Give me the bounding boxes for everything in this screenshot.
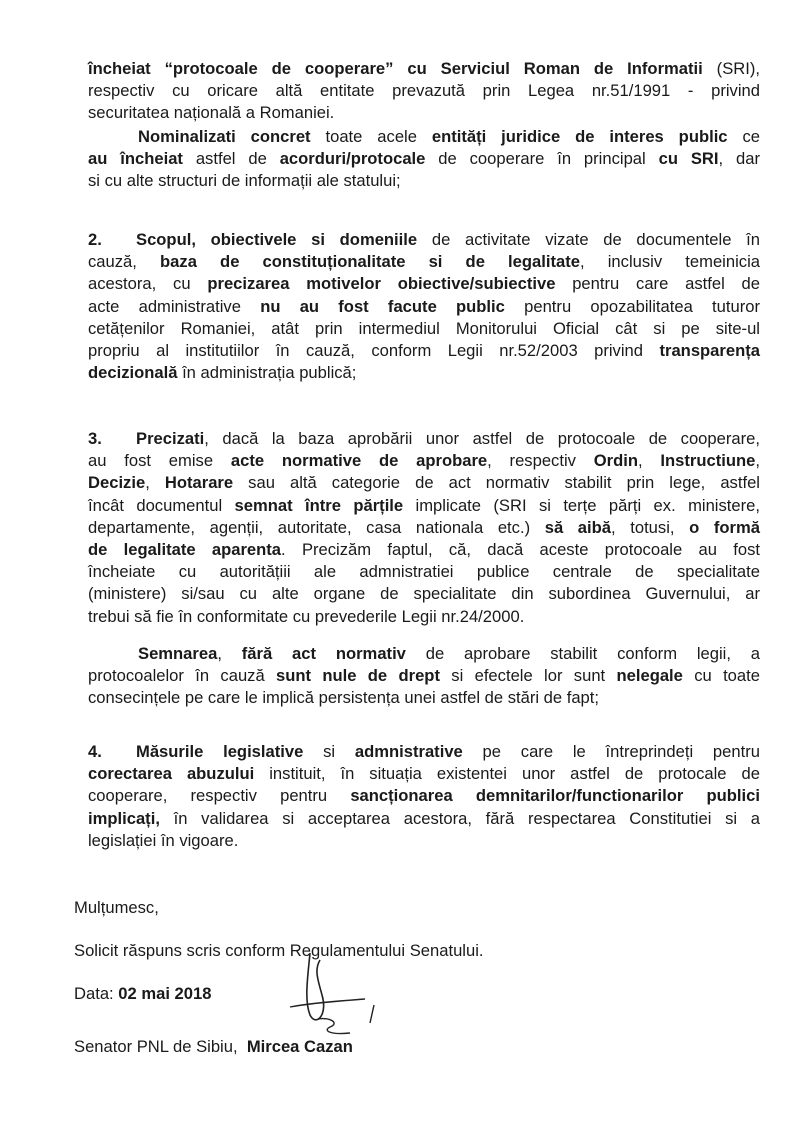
text-line: [88, 102, 760, 124]
text-line: [88, 362, 760, 384]
text-run: de cooperare în principal: [425, 149, 659, 169]
text-run: cooperare, respectiv pentru: [88, 786, 351, 806]
bold-text: Măsurile legislative: [136, 742, 304, 761]
handwritten-signature: [270, 945, 400, 1045]
point-number: 2.: [88, 230, 102, 249]
bold-text: Semnarea: [138, 644, 218, 663]
bold-text: acorduri/protocale: [279, 149, 426, 169]
date-value: 02 mai 2018: [118, 984, 212, 1003]
point-number: 3.: [88, 429, 102, 448]
text-run: , dacă la baza aprobării unor astfel de protocoale de cooperare,: [204, 429, 760, 448]
bold-text: precizarea motivelor obiective/subiective: [207, 274, 556, 294]
bold-text: implicați,: [88, 808, 160, 828]
text-line: [88, 428, 760, 450]
text-line: [88, 450, 760, 472]
bold-text: admnistrative: [354, 742, 463, 761]
bold-text: o formă: [689, 517, 760, 537]
text-run: (SRI),: [702, 59, 760, 78]
text-line: [88, 296, 760, 318]
point-number: 4.: [88, 742, 102, 761]
text-run: (ministere) si/sau cu alte organe de specialitate din subordinea Guvernului, ar: [88, 584, 760, 604]
text-run: acte administrative: [88, 296, 261, 316]
text-line: [88, 495, 760, 517]
text-run: , totusi,: [611, 517, 690, 537]
paragraph-semnarea: [88, 643, 760, 710]
text-run: , inclusiv temeinicia: [580, 252, 760, 272]
bold-text: fără act normativ: [241, 644, 406, 663]
senator-name: Mircea Cazan: [246, 1037, 353, 1056]
bold-text: Decizie: [88, 473, 146, 493]
text-run: , dar: [718, 149, 760, 169]
text-run: încât documentul: [88, 495, 235, 515]
bold-text: corectarea abuzului: [88, 764, 255, 784]
text-line: [88, 229, 760, 251]
bold-text: să aibă: [544, 517, 611, 537]
bold-text: Nominalizati concret: [138, 127, 311, 146]
text-line: [88, 472, 760, 494]
text-run: astfel de: [182, 149, 280, 169]
bold-text: Hotarare: [164, 473, 234, 493]
text-line: [88, 741, 760, 763]
point-4: [88, 741, 760, 852]
bold-text: Ordin: [593, 451, 638, 471]
text-run: toate acele: [310, 127, 432, 146]
text-line: [88, 687, 760, 709]
text-line: [88, 785, 760, 807]
text-run: cetățenilor Romaniei, atât prin intermediul Monitorului Oficial cât si pe site-ul: [88, 318, 760, 338]
bold-text: cu SRI: [658, 149, 719, 169]
text-run: pe care le întreprindeți pentru: [462, 742, 760, 761]
text-line: [88, 148, 760, 170]
point-2: [88, 229, 760, 384]
bold-text: Instructiune: [660, 451, 756, 471]
text-run: protocoalelor în cauză: [88, 666, 277, 686]
text-run: încheiate cu autoritățiii ale admnistratiei publice centrale de specialitate: [88, 562, 760, 582]
paragraph-nominalizati: [88, 126, 760, 193]
bold-text: baza de constituționalitate si de legalitate: [160, 252, 580, 272]
text-run: ,: [638, 451, 661, 471]
text-run: sau altă categorie de act normativ stabilit prin lege, astfel: [233, 473, 760, 493]
text-run: pentru care astfel de: [555, 274, 760, 294]
text-line: [88, 251, 760, 273]
text-run: securitatea națională a Romaniei.: [88, 103, 335, 123]
bold-text: acte normative de aprobare: [230, 451, 488, 471]
bold-text: încheiat “protocoale de cooperare” cu Serviciul Roman de Informatii: [88, 59, 703, 78]
closing-request: Solicit răspuns scris conform Regulamentului Senatului.: [74, 941, 484, 960]
text-run: în validarea si acceptarea acestora, fără respectarea Constitutiei si a: [159, 808, 760, 828]
text-line: [88, 340, 760, 362]
text-run: ce: [727, 127, 760, 146]
text-line: [88, 808, 760, 830]
text-run: pentru opozabilitatea tuturor: [504, 296, 760, 316]
bold-text: de legalitate aparenta: [88, 540, 282, 560]
text-run: ,: [755, 451, 760, 471]
text-run: în administrația publică;: [177, 363, 357, 383]
text-run: instituit, în situația existentei unor astfel de protocale de: [254, 764, 760, 784]
text-run: au fost emise: [88, 451, 231, 471]
text-run: ,: [145, 473, 165, 493]
text-run: legislației în vigoare.: [88, 830, 239, 850]
bold-text: nelegale: [616, 666, 683, 686]
text-run: si cu alte structuri de informații ale statului;: [88, 171, 401, 191]
date-line: [74, 983, 211, 1005]
text-run: acestora, cu: [88, 274, 208, 294]
text-line: [88, 830, 760, 852]
paragraph-1: [88, 58, 760, 125]
text-line: [88, 561, 760, 583]
text-run: cu toate: [682, 666, 760, 686]
bold-text: sancționarea demnitarilor/functionarilor publici: [350, 786, 760, 806]
text-line: [88, 58, 760, 80]
bold-text: Scopul, obiectivele si domeniile: [136, 230, 418, 249]
text-run: propriu al institutiilor în cauză, conform Legii nr.52/2003 privind: [88, 341, 660, 361]
text-line: [88, 517, 760, 539]
text-run: . Precizăm faptul, că, dacă aceste protocoale au fost: [281, 540, 760, 560]
text-run: consecințele pe care le implică persistența unei astfel de stări de fapt;: [88, 688, 600, 708]
text-run: trebui să fie în conformitate cu prevederile Legii nr.24/2000.: [88, 606, 525, 626]
bold-text: decizională: [88, 363, 178, 383]
text-line: [88, 126, 760, 148]
bold-text: semnat între părțile: [234, 495, 404, 515]
text-run: , respectiv: [487, 451, 594, 471]
text-line: [88, 539, 760, 561]
text-line: [88, 273, 760, 295]
bold-text: Precizati: [136, 429, 205, 448]
text-line: [88, 763, 760, 785]
point-3: [88, 428, 760, 628]
text-run: cauză,: [88, 252, 161, 272]
bold-text: entități juridice de interes public: [431, 127, 728, 146]
text-run: implicate (SRI si terțe părți ex. ministere,: [403, 495, 760, 515]
text-run: si: [303, 742, 355, 761]
bold-text: transparența: [659, 341, 760, 361]
text-line: [88, 583, 760, 605]
text-line: [88, 80, 760, 102]
text-line: [88, 170, 760, 192]
date-label: Data:: [74, 984, 119, 1003]
text-run: de aprobare stabilit conform legii, a: [405, 644, 761, 663]
text-run: ,: [217, 644, 242, 663]
text-run: respectiv cu oricare altă entitate prevazută prin Legea nr.51/1991 - privind: [88, 81, 760, 101]
text-line: [88, 318, 760, 340]
text-run: si efectele lor sunt: [439, 666, 617, 686]
text-line: [88, 643, 760, 665]
text-line: [88, 606, 760, 628]
text-run: departamente, agenții, autoritate, casa nationala etc.): [88, 517, 545, 537]
closing-thanks: Mulțumesc,: [74, 898, 159, 917]
text-line: [88, 665, 760, 687]
bold-text: sunt nule de drept: [276, 666, 440, 686]
bold-text: nu au fost facute public: [260, 296, 505, 316]
senator-title: Senator PNL de Sibiu,: [74, 1037, 238, 1056]
bold-text: au încheiat: [88, 149, 183, 169]
text-run: de activitate vizate de documentele în: [417, 230, 760, 249]
